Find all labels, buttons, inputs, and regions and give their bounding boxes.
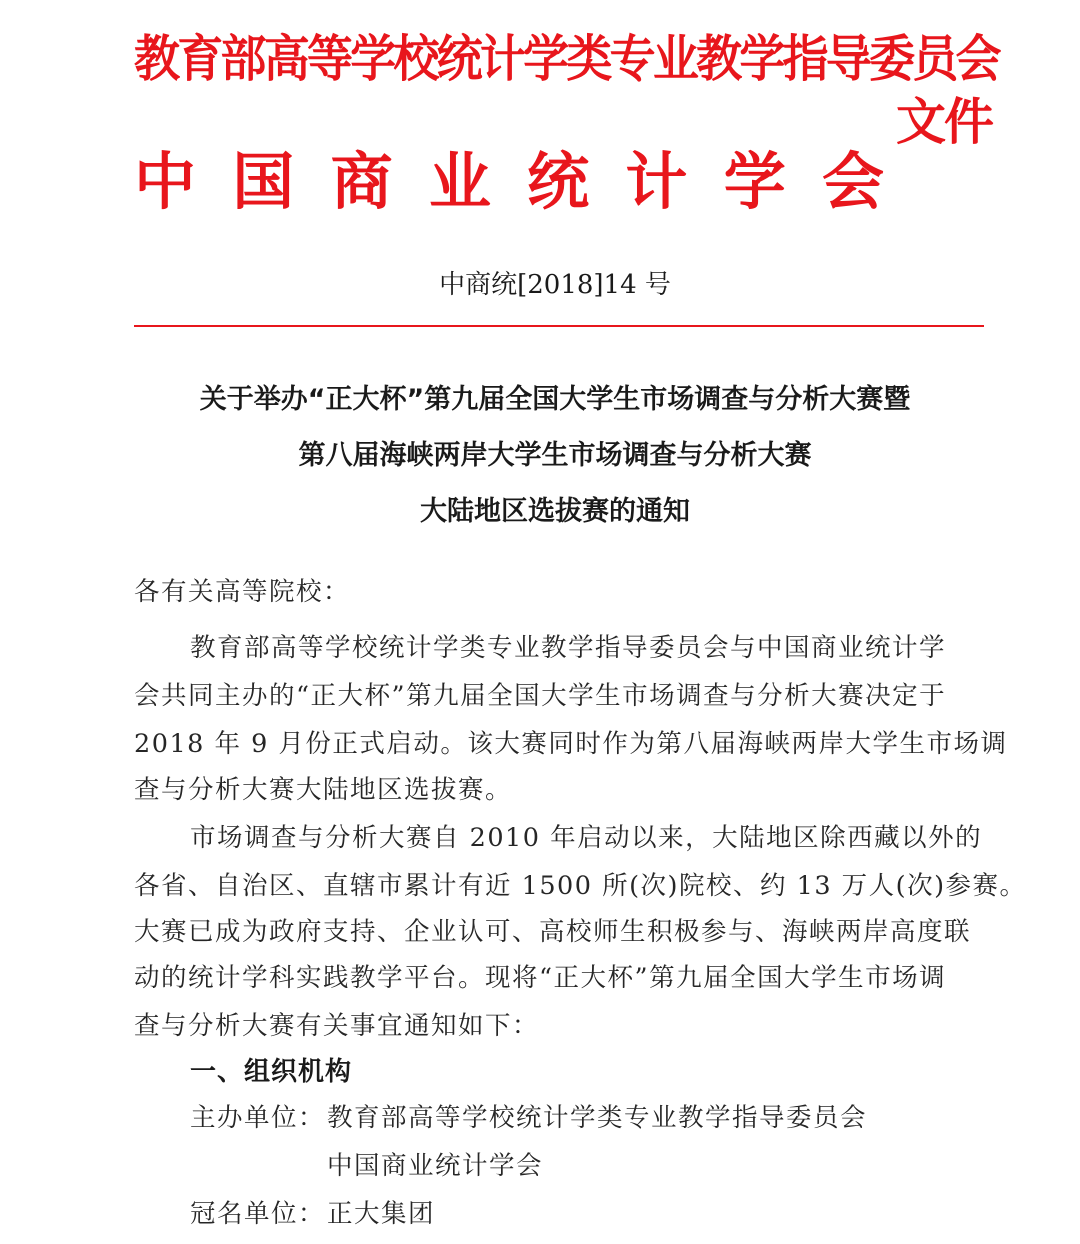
organizer-value: 中国商业统计学会	[327, 1151, 544, 1181]
title-line-2: 第八届海峡两岸大学生市场调查与分析大赛	[298, 440, 812, 471]
paragraph-2-line: 动的统计学科实践教学平台。现将“正大杯”第九届全国大学生市场调	[134, 963, 947, 993]
issuer-line-2	[134, 140, 884, 224]
sponsor-value: 正大集团	[327, 1199, 436, 1229]
section-heading: 一、组织机构	[190, 1057, 353, 1087]
issuer-line-2-char: 商	[330, 145, 393, 218]
paragraph-1-line: 教育部高等学校统计学类专业教学指导委员会与中国商业统计学	[190, 633, 947, 663]
header-divider	[134, 325, 984, 327]
issuer-line-2-char: 学	[723, 145, 786, 218]
salutation: 各有关高等院校：	[134, 577, 351, 607]
issuer-line-1: 教育部高等学校统计学类专业教学指导委员会	[134, 30, 999, 88]
title-line-1: 关于举办“正大杯”第九届全国大学生市场调查与分析大赛暨	[199, 384, 911, 415]
paragraph-2-line: 大赛已成为政府支持、企业认可、高校师生积极参与、海峡两岸高度联	[134, 917, 972, 947]
title-line-3: 大陆地区选拔赛的通知	[420, 496, 690, 527]
organizer-label: 主办单位：	[190, 1103, 326, 1133]
issuer-line-2-char: 国	[232, 145, 295, 218]
paragraph-2-line: 市场调查与分析大赛自 2010 年启动以来，大陆地区除西藏以外的	[190, 823, 983, 853]
paragraph-1-line: 2018 年 9 月份正式启动。该大赛同时作为第八届海峡两岸大学生市场调	[134, 729, 1008, 759]
issuer-line-2-char: 中	[134, 145, 197, 218]
issuer-line-2-char: 计	[625, 145, 688, 218]
paragraph-1-line: 会共同主办的“正大杯”第九届全国大学生市场调查与分析大赛决定于	[134, 681, 947, 711]
paragraph-2-line: 各省、自治区、直辖市累计有近 1500 所(次)院校、约 13 万人(次)参赛。	[134, 871, 1027, 901]
paragraph-2-line: 查与分析大赛有关事宜通知如下：	[134, 1011, 540, 1041]
issuer-line-2-char: 会	[821, 145, 884, 218]
paragraph-1-line: 查与分析大赛大陆地区选拔赛。	[134, 775, 513, 805]
organizer-value: 教育部高等学校统计学类专业教学指导委员会	[327, 1103, 868, 1133]
document-suffix: 文件	[896, 93, 992, 151]
sponsor-label: 冠名单位：	[190, 1199, 326, 1229]
issuer-line-2-char: 统	[527, 145, 590, 218]
issuer-line-2-char: 业	[428, 145, 491, 218]
document-number: 中商统[2018]14 号	[439, 270, 671, 300]
